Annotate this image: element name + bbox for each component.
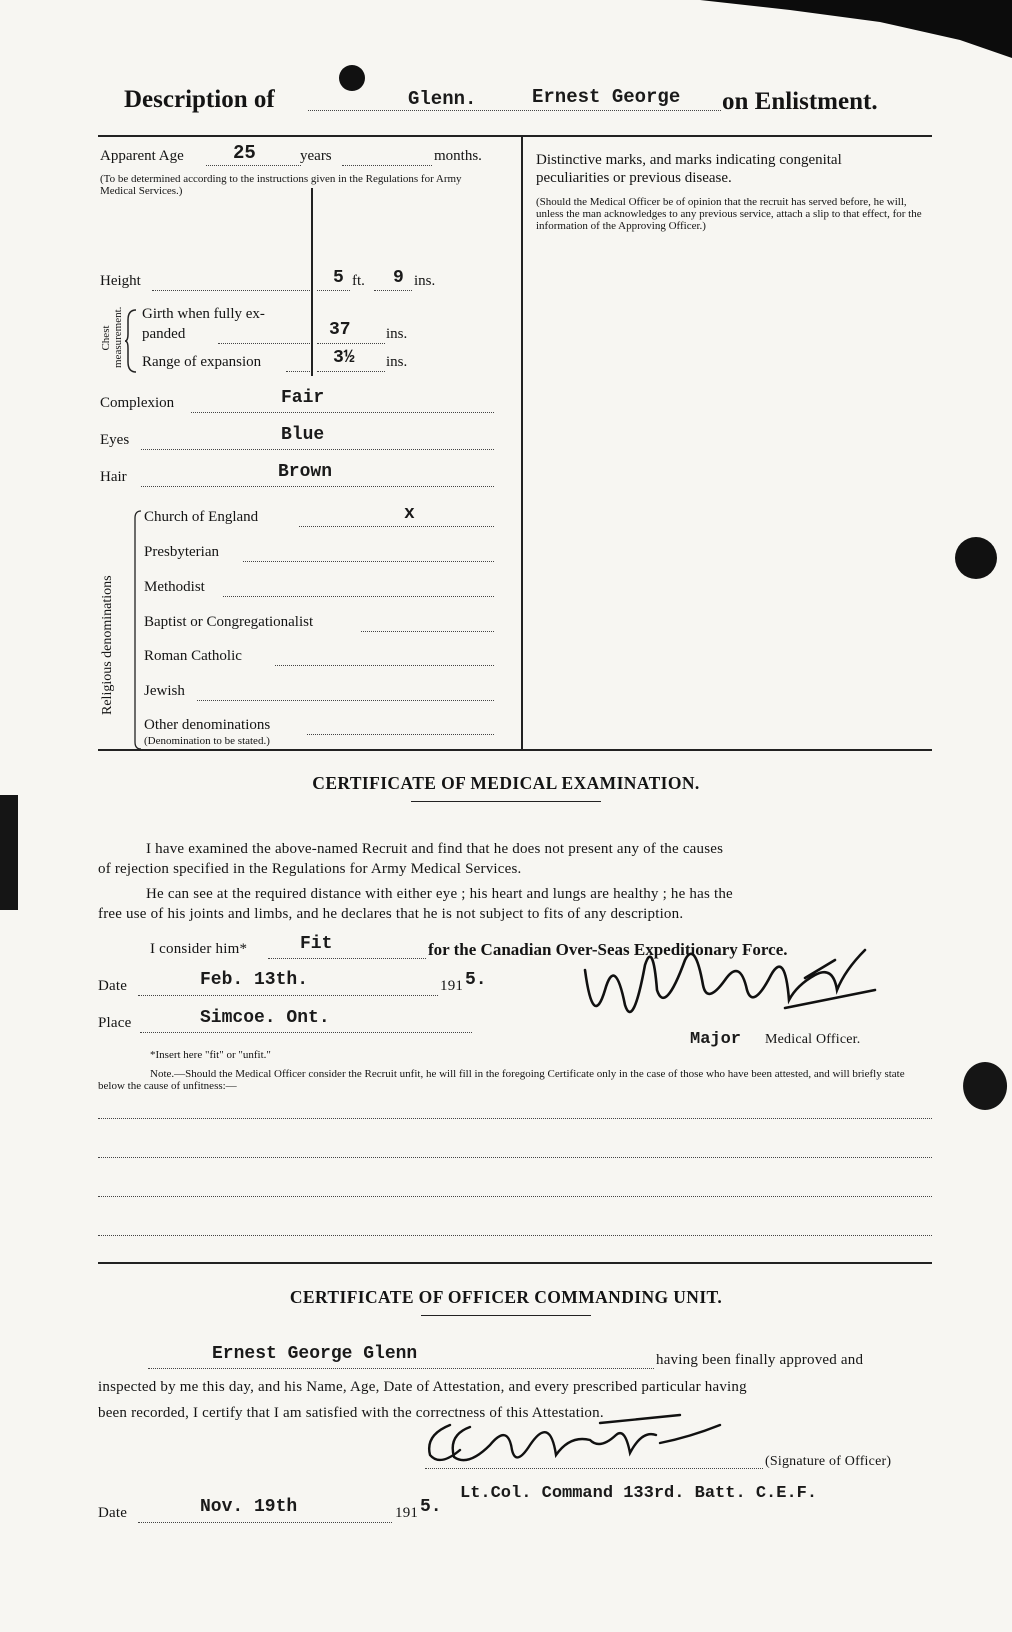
range-line: [286, 371, 310, 372]
medical-para2-line1: He can see at the required distance with either eye ; his heart and lungs are healthy ; he has the: [146, 886, 733, 902]
girth-label-line1: Girth when fully ex-: [142, 306, 265, 322]
commanding-officer-signature: [420, 1405, 750, 1475]
height-ft-value: 5: [333, 268, 344, 288]
commanding-line3: been recorded, I certify that I am satisfied with the correctness of this Attestation.: [98, 1405, 604, 1421]
recruit-name: Ernest George Glenn: [212, 1344, 418, 1364]
commanding-title-underline: [421, 1315, 591, 1316]
measure-divider: [311, 188, 313, 376]
religion-other: Other denominations: [144, 717, 271, 733]
girth-value: 37: [329, 320, 351, 340]
commanding-date-line: [138, 1522, 392, 1523]
commanding-date-value: Nov. 19th: [200, 1497, 298, 1517]
medical-certificate-title: CERTIFICATE OF MEDICAL EXAMINATION.: [312, 773, 700, 793]
age-note: (To be determined according to the instructions given in the Regulations for Army Medical Services.): [100, 173, 462, 197]
commanding-date-label: Date: [98, 1505, 128, 1521]
medical-note: Note.—Should the Medical Officer consider the Recruit unfit, he will fill in the foregoing Certificate only in the case of those who have been attested, and will briefly state below the cause of unfitness:—: [98, 1068, 905, 1092]
signature-line: [425, 1468, 763, 1469]
eyes-line: [141, 449, 494, 450]
commanding-line1-rest: having been finally approved and: [656, 1352, 864, 1368]
religion-baptist: Baptist or Congregationalist: [144, 614, 314, 630]
height-line: [152, 290, 310, 291]
religion-line-3: [361, 631, 494, 632]
commanding-top-rule: [98, 1262, 932, 1264]
marks-note: (Should the Medical Officer be of opinion that the recruit has served before, he will, unless the man acknowledges to any previous service, attach a slip to that effect, for the information of the Approving Officer.): [536, 196, 922, 232]
religion-church-of-england: Church of England: [144, 509, 259, 525]
ft-label: ft.: [352, 273, 365, 289]
girth-value-line: [317, 343, 385, 344]
hair-line: [141, 486, 494, 487]
header-suffix: on Enlistment.: [722, 88, 878, 115]
medical-title-underline: [411, 801, 601, 802]
religion-roman-catholic: Roman Catholic: [144, 648, 242, 664]
punch-hole-top: [339, 65, 365, 91]
range-value: 3½: [333, 348, 355, 368]
unfitness-line-3: [98, 1196, 932, 1197]
religion-jewish: Jewish: [144, 683, 185, 699]
range-value-line: [317, 371, 385, 372]
medical-para1-line1: I have examined the above-named Recruit and find that he does not present any of the causes: [146, 841, 724, 857]
age-years-value: 25: [233, 142, 256, 164]
commanding-year-digit: 5.: [420, 1497, 442, 1517]
religion-methodist: Methodist: [144, 579, 205, 595]
girth-line: [218, 343, 310, 344]
religion-presbyterian: Presbyterian: [144, 544, 219, 560]
chest-brace: [124, 308, 138, 374]
medical-officer-signature: [575, 930, 895, 1040]
consider-value: Fit: [300, 934, 333, 954]
punch-hole-right: [955, 537, 997, 579]
religion-line-5: [197, 700, 494, 701]
commanding-year-prefix: 191: [395, 1505, 419, 1521]
top-rule: [98, 135, 932, 137]
medical-year-prefix: 191: [440, 978, 464, 994]
marks-heading-line2: peculiarities or previous disease.: [536, 170, 732, 186]
religion-line-0: [299, 526, 494, 527]
religion-line-6: [307, 734, 494, 735]
years-label: years: [300, 148, 332, 164]
range-label: Range of expansion: [142, 354, 262, 370]
denomination-note: (Denomination to be stated.): [144, 735, 270, 747]
unfitness-line-2: [98, 1157, 932, 1158]
age-label: Apparent Age: [100, 148, 184, 164]
medical-officer-title: Medical Officer.: [765, 1032, 861, 1047]
commanding-certificate-title: CERTIFICATE OF OFFICER COMMANDING UNIT.: [289, 1287, 723, 1307]
medical-para2-line2: free use of his joints and limbs, and he declares that he is not subject to fits of any description.: [98, 906, 684, 922]
medical-year-digit: 5.: [465, 970, 487, 990]
eyes-value: Blue: [281, 425, 325, 445]
for-label: for the Canadian Over-Seas Expeditionary Force.: [428, 940, 788, 959]
commanding-officer-title: Lt.Col. Command 133rd. Batt. C.E.F.: [460, 1484, 818, 1503]
height-label: Height: [100, 273, 141, 289]
commanding-line2: inspected by me this day, and his Name, Age, Date of Attestation, and every prescribed particular having: [98, 1379, 747, 1395]
eyes-label: Eyes: [100, 432, 130, 448]
age-months-line: [342, 165, 432, 166]
center-divider: [521, 137, 523, 749]
place-label: Place: [98, 1015, 132, 1031]
months-label: months.: [434, 148, 482, 164]
unfitness-line-1: [98, 1118, 932, 1119]
religion-line-4: [275, 665, 494, 666]
header-name-line: [308, 110, 721, 111]
marks-heading-line1: Distinctive marks, and marks indicating congenital: [536, 152, 842, 168]
punch-hole-lower: [963, 1062, 1007, 1110]
unfitness-line-4: [98, 1235, 932, 1236]
hair-value: Brown: [278, 462, 333, 482]
complexion-line: [191, 412, 494, 413]
place-value: Simcoe. Ont.: [200, 1008, 330, 1028]
height-ft-line: [317, 290, 350, 291]
religion-brace: [133, 510, 143, 750]
medical-top-rule: [98, 749, 932, 751]
medical-date-line: [138, 995, 438, 996]
torn-corner-shadow: [700, 0, 1012, 58]
consider-line: [268, 958, 426, 959]
height-ins-label: ins.: [414, 273, 436, 289]
religion-mark: x: [404, 504, 415, 524]
girth-ins-label: ins.: [386, 326, 408, 342]
header-given-names: Ernest George: [532, 86, 681, 108]
place-line: [140, 1032, 472, 1033]
complexion-label: Complexion: [100, 395, 175, 411]
left-edge-mark: [0, 795, 18, 910]
header-prefix: Description of: [124, 86, 275, 113]
girth-label-line2: panded: [142, 326, 186, 342]
height-in-line: [374, 290, 412, 291]
consider-label: I consider him*: [150, 941, 248, 957]
range-ins-label: ins.: [386, 354, 408, 370]
chest-side-label: Chest measurement.: [100, 306, 124, 368]
religion-side-label: Religious denominations: [100, 575, 115, 715]
medical-officer-rank: Major: [690, 1030, 742, 1049]
age-years-line: [206, 165, 301, 166]
signature-label: (Signature of Officer): [765, 1454, 892, 1469]
medical-para1-line2: of rejection specified in the Regulations for Army Medical Services.: [98, 861, 522, 877]
header-surname: Glenn.: [408, 88, 477, 110]
recruit-name-line: [148, 1368, 654, 1369]
insert-note: *Insert here "fit" or "unfit.": [150, 1049, 271, 1061]
religion-line-2: [223, 596, 494, 597]
medical-date-label: Date: [98, 978, 128, 994]
religion-line-1: [243, 561, 494, 562]
height-in-value: 9: [393, 268, 404, 288]
medical-date-value: Feb. 13th.: [200, 970, 309, 990]
hair-label: Hair: [100, 469, 127, 485]
complexion-value: Fair: [281, 388, 325, 408]
